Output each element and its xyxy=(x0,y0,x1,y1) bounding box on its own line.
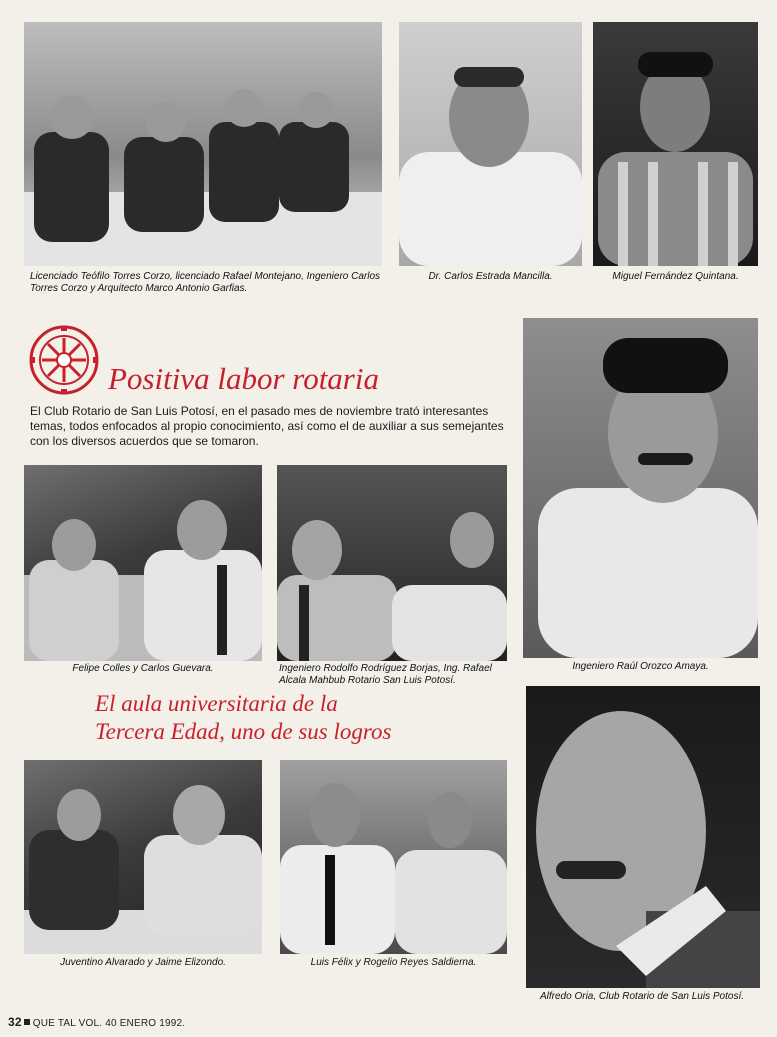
photo-miguel-fernandez xyxy=(593,22,758,266)
publication-info: QUE TAL VOL. 40 ENERO 1992. xyxy=(32,1018,186,1029)
caption-photo-alfredo-oria: Alfredo Oria, Club Rotario de San Luis Potosí. xyxy=(540,991,744,1002)
caption-photo-felipe-carlos: Felipe Colles y Carlos Guevara. xyxy=(72,663,214,674)
article-subtitle-line1: El aula universitaria de la xyxy=(95,691,338,716)
caption-photo-carlos-estrada: Dr. Carlos Estrada Mancilla. xyxy=(428,271,553,282)
photo-luis-rogelio xyxy=(280,760,507,954)
caption-photo-luis-rogelio: Luis Félix y Rogelio Reyes Saldierna. xyxy=(310,957,477,968)
photo-group-officials xyxy=(24,22,382,266)
caption-photo-group-officials: Licenciado Teófilo Torres Corzo, licenciado Rafael Montejano, Ingeniero Carlos Torres Corzo y Arquitecto Marco Antonio Garfias. xyxy=(30,271,381,294)
article-body: El Club Rotario de San Luis Potosí, en el pasado mes de noviembre trató interesantes temas, todos enfocados al propio conocimiento, así como el de auxiliar a sus semejantes con los diversos acuerdos que se tomaron. xyxy=(30,404,504,448)
square-bullet-icon xyxy=(24,1019,30,1025)
photo-alfredo-oria xyxy=(526,686,760,988)
photo-rodolfo-rafael xyxy=(277,465,507,661)
photo-raul-orozco xyxy=(523,318,758,658)
article-title: Positiva labor rotaria xyxy=(108,361,379,396)
rotary-wheel-icon xyxy=(29,325,99,395)
photo-juventino-jaime xyxy=(24,760,262,954)
caption-photo-rodolfo-rafael: Ingeniero Rodolfo Rodríguez Borjas, Ing. Rafael Alcala Mahbub Rotario San Luis Potosí. xyxy=(279,663,492,686)
article-subtitle-line2: Tercera Edad, uno de sus logros xyxy=(95,719,392,744)
page-footer xyxy=(8,1015,185,1029)
caption-photo-raul-orozco: Ingeniero Raúl Orozco Amaya. xyxy=(572,661,709,672)
caption-photo-juventino-jaime: Juventino Alvarado y Jaime Elizondo. xyxy=(60,957,226,968)
page-number: 32 xyxy=(8,1015,22,1029)
rotary-logo xyxy=(29,325,99,395)
photo-carlos-estrada xyxy=(399,22,582,266)
photo-felipe-carlos xyxy=(24,465,262,661)
caption-photo-miguel-fernandez: Miguel Fernández Quintana. xyxy=(612,271,739,282)
